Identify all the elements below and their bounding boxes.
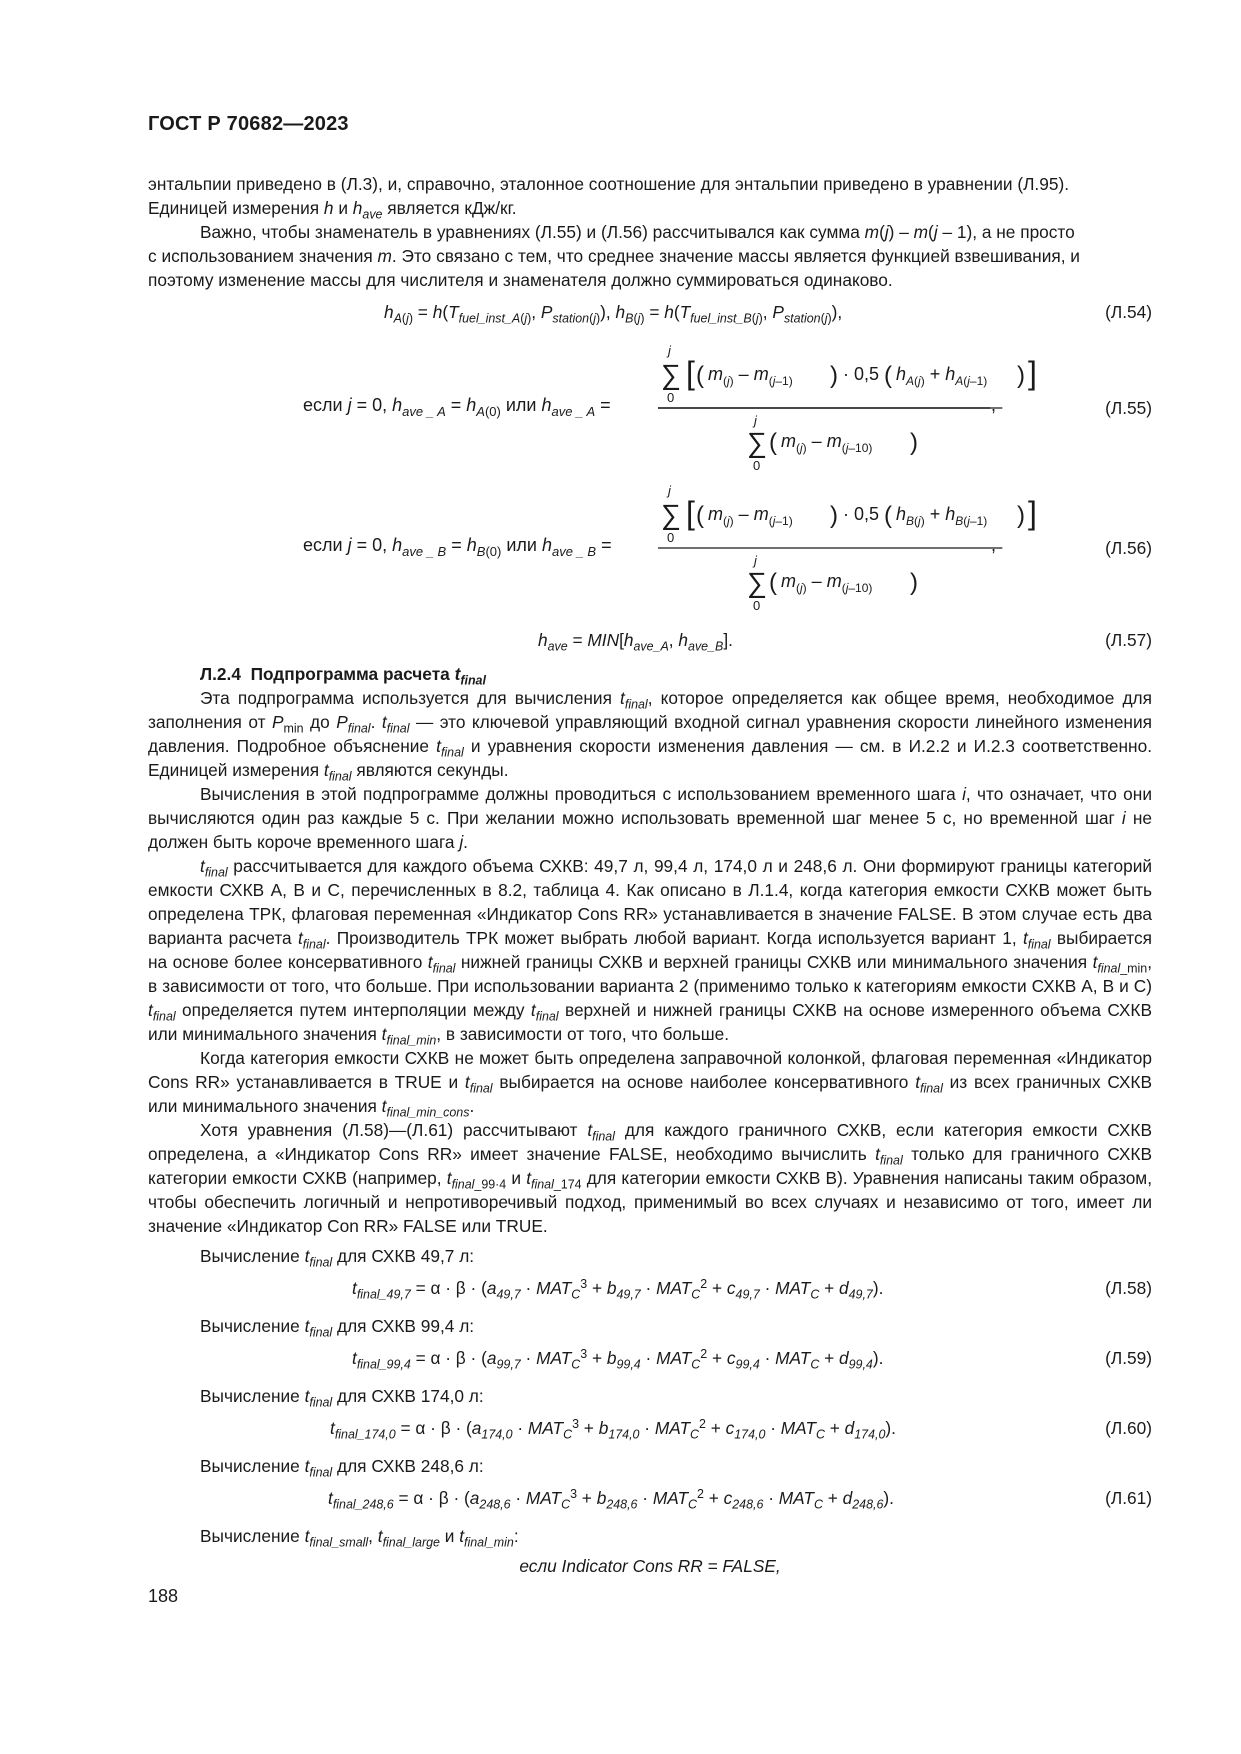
equation-l60 (148, 1416, 1152, 1442)
condition-line: если Indicator Cons RR = FALSE, (519, 1556, 781, 1576)
intro-l60: Вычисление $t_{final}$ для СХКВ 174,0 л: (200, 1386, 484, 1410)
svg-text:,: , (991, 395, 997, 415)
svg-text:m(j) – m(j–10): $m_(j) - m_(j-10$) (781, 431, 873, 455)
svg-text:[: [ (686, 355, 695, 391)
svg-text:): ) (910, 569, 918, 596)
svg-text:· 0,5: · 0,5 (843, 504, 880, 524)
intro-l58: Вычисление $t_{final}$ для СХКВ 49,7 л: (200, 1246, 475, 1270)
svg-text:]: ] (1028, 495, 1037, 531)
equation-l61 (148, 1486, 1152, 1512)
svg-text:∑: ∑ (747, 427, 767, 458)
text-line: Единицей измерения h и $h_{ave}$ является кДж/кг. (148, 198, 517, 222)
svg-text:): ) (1017, 362, 1025, 389)
paragraph-denominator (148, 220, 1152, 292)
svg-text:0: 0 (753, 598, 761, 613)
svg-text:если j = 0, have _ A = hA(0): если j = 0, $h_{ave \_ A} = h_A(0)$ или $h_{ave \_ A}$ = (303, 395, 611, 419)
text-line: энтальпии приведено в (Л.3), и, справочно, эталонное соотношение для энтальпии приведено в уравнении (Л.95). (148, 174, 1070, 194)
svg-text:m(j) – m(j–1): $m_(j) - m_(j-1$) (708, 504, 793, 528)
svg-text:]: ] (1028, 355, 1037, 391)
svg-text:0: 0 (667, 530, 675, 545)
equation-l58 (148, 1276, 1152, 1302)
equation-number: (Л.56) (1105, 538, 1152, 558)
equation-l54 (148, 300, 1152, 326)
svg-text:j: j (754, 553, 757, 568)
svg-text:): ) (830, 362, 838, 389)
svg-text:hB(j) + hB(j–1): $h_B(j) + h_B(j-1)$ (896, 504, 988, 528)
svg-text:(: ( (696, 502, 704, 529)
svg-text:∑: ∑ (661, 499, 681, 530)
document-header: ГОСТ Р 70682—2023 (148, 113, 349, 135)
equation-l55 (148, 340, 1152, 473)
equation-formula: $t_{final\_174,0} = \alpha \cdot \beta \cdot (a_{174,0} \cdot MAT_C^3 + b_{174,0} \cdot MAT_C^2 + c_{174,0} \cdot MAT_C + d_{174,0})$. (330, 1416, 896, 1442)
section-heading: Л.2.4 Подпрограмма расчета $t_{final}$ (200, 664, 486, 688)
paragraph: $t_{final}$ рассчитывается для каждого объема СХКВ: 49,7 л, 99,4 л, 174,0 л и 248,6 л. Они формируют границы категорий емкости СХКВ А, В и С, перечисленных в 8.2, таблица 4. Как описано в Л.1.4, когда категория емкости СХКВ может быть определена ТРК, флаговая переменная «Индикатор Cons RR» устанавливается в значение FALSE. В этом случае есть два варианта расчета $t_{final}$. Производитель ТРК может выбрать любой вариант. Когда используется вариант 1, $t_{final}$ выбирается на основе более консервативного $t_{final}$ нижней границы СХКВ и верхней границы СХКВ или минимального значения $t_{final\_min}$, в зависимости от того, что больше. При использовании варианта 2 (применимо только к категориям емкости СХКВ А, В и С) $t_{final}$ определяется путем интерполяции между $t_{final}$ верхней и нижней границы СХКВ на основе измеренного объема СХКВ или минимального значения $t_{final\_min}$, в зависимости от того, что больше. (148, 856, 1153, 1048)
svg-text:): ) (830, 502, 838, 529)
page-number: 188 (148, 1586, 179, 1606)
svg-text:0: 0 (753, 458, 761, 473)
equation-l55-formula (148, 340, 1152, 473)
svg-text:(: ( (769, 569, 777, 596)
equation-formula: $t_{final\_99,4} = \alpha \cdot \beta \cdot (a_{99,7} \cdot MAT_C^3 + b_{99,4} \cdot MAT_C^2 + c_{99,4} \cdot MAT_C + d_{99,4})$. (352, 1346, 884, 1372)
svg-text:j: j (668, 483, 671, 498)
paragraph: Хотя уравнения (Л.58)—(Л.61) рассчитывают $t_{final}$ для каждого граничного СХКВ, если категория емкости СХКВ определена, а «Индикатор Cons RR» имеет значение FALSE, необходимо вычислить $t_{final}$ только для граничного СХКВ категории емкости СХКВ (например, $t_{final\_99\cdot 4}$ и $t_{final\_174}$ для категории емкости СХКВ В). Уравнения написаны таким образом, чтобы обеспечить логичный и непротиворечивый подход, применимый во всех случаях и независимо от того, имеет ли значение «Индикатор Con RR» FALSE или TRUE. (148, 1120, 1153, 1236)
svg-text:0: 0 (667, 390, 675, 405)
svg-text:m(j) – m(j–1): $m_(j) - m_(j-1$) (708, 364, 793, 388)
equation-formula: $h_{ave} = MIN[h_{ave\_A}$, $h_{ave\_B}$]. (538, 630, 733, 654)
equation-l56 (148, 480, 1152, 613)
equation-number: (Л.60) (1105, 1418, 1152, 1438)
text-line: Важно, чтобы знаменатель в уравнениях (Л.55) и (Л.56) рассчитывался как сумма m(j) – m(j – 1), а не просто (200, 222, 1075, 242)
svg-text:(: ( (884, 502, 892, 529)
equation-number: (Л.58) (1105, 1278, 1152, 1298)
svg-text:j: j (754, 413, 757, 428)
body-section-l24 (148, 686, 1152, 1238)
text-line: с использованием значения m. Это связано с тем, что среднее значение массы является функцией взвешивания, и (148, 246, 1080, 266)
equation-number: (Л.55) (1105, 398, 1152, 418)
svg-text:m(j) – m(j–10): $m_(j) - m_(j-10$) (781, 571, 873, 595)
paragraph: Когда категория емкости СХКВ не может быть определена заправочной колонкой, флаговая переменная «Индикатор Cons RR» устанавливается в TRUE и $t_{final}$ выбирается на основе наиболее консервативного $t_{final}$ из всех граничных СХКВ или минимального значения $t_{final\_min\_cons}$. (148, 1048, 1152, 1120)
equation-number: (Л.54) (1105, 302, 1152, 322)
equation-l57 (148, 628, 1152, 654)
equation-number: (Л.61) (1105, 1488, 1152, 1508)
equation-formula: $t_{final\_248,6} = \alpha \cdot \beta \cdot (a_{248,6} \cdot MAT_C^3 + b_{248,6} \cdot MAT_C^2 + c_{248,6} \cdot MAT_C + d_{248,6})$. (328, 1486, 894, 1512)
equation-l56-formula (148, 480, 1152, 613)
svg-text:(: ( (696, 362, 704, 389)
intro-l61: Вычисление $t_{final}$ для СХКВ 248,6 л: (200, 1456, 484, 1480)
svg-text:,: , (991, 535, 997, 555)
equation-l59 (148, 1346, 1152, 1372)
svg-text:(: ( (769, 429, 777, 456)
svg-text:если j = 0, have _ B = hB(0): если j = 0, $h_{ave \_ B} = h_B(0)$ или $h_{ave \_ B}$ = (303, 535, 612, 559)
svg-text:[: [ (686, 495, 695, 531)
text-line: поэтому изменение массы для числителя и знаменателя должно суммироваться одинаково. (148, 270, 893, 290)
svg-text:∑: ∑ (661, 359, 681, 390)
equation-formula: $t_{final\_49,7} = \alpha \cdot \beta \cdot (a_{49,7} \cdot MAT_C^3 + b_{49,7} \cdot MAT_C^2 + c_{49,7} \cdot MAT_C + d_{49,7})$. (352, 1276, 884, 1302)
paragraph: Эта подпрограмма используется для вычисления $t_{final}$, которое определяется как общее время, необходимое для заполнения от $P_{min}$ до $P_{final}$. $t_{final}$ — это ключевой управляющий входной сигнал уравнения скорости линейного изменения давления. Подробное объяснение $t_{final}$ и уравнения скорости изменения давления — см. в И.2.2 и И.2.3 соответственно. Единицей измерения $t_{final}$ являются секунды. (148, 688, 1153, 784)
svg-text:(: ( (884, 362, 892, 389)
svg-text:): ) (910, 429, 918, 456)
svg-text:· 0,5: · 0,5 (843, 364, 880, 384)
svg-text:hA(j) + hA(j–1): $h_A(j) + h_A(j-1)$ (896, 364, 988, 388)
equation-formula: $h_{A(j)} = h(T_{fuel\_inst\_A(j)}$, $P_{station(j)}$), $h_{B(j)} = h(T_{fuel\_inst\_B(j)}$, $P_{station(j)}$), (384, 302, 843, 326)
equation-number: (Л.57) (1105, 630, 1152, 650)
svg-text:∑: ∑ (747, 567, 767, 598)
intro-l59: Вычисление $t_{final}$ для СХКВ 99,4 л: (200, 1316, 475, 1340)
paragraph: Вычисления в этой подпрограмме должны проводиться с использованием временного шага i, что означает, что они вычисляются один раз каждые 5 с. При желании можно использовать временной шаг менее 5 с, но временной шаг i не должен быть короче временного шага j. (148, 784, 1152, 852)
intro-small-large: Вычисление $t_{final\_small}$, $t_{final\_large}$ и $t_{final\_min}$: (200, 1526, 519, 1550)
svg-text:): ) (1017, 502, 1025, 529)
equation-number: (Л.59) (1105, 1348, 1152, 1368)
svg-text:j: j (668, 343, 671, 358)
paragraph-enthalpy (148, 172, 1152, 220)
